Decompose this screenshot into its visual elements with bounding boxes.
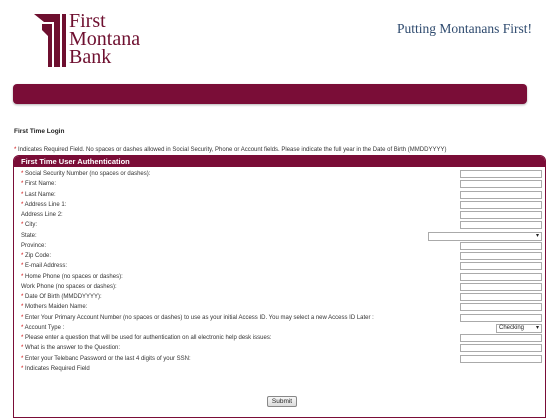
field-label: [21, 272, 123, 282]
form-header: First Time User Authentication: [14, 156, 545, 167]
field-label: [21, 323, 64, 333]
form-row: [14, 231, 545, 241]
logo-line-bank: Bank: [69, 46, 112, 68]
form-row: [14, 210, 545, 220]
required-marker: *: [21, 304, 26, 311]
form-row: [14, 272, 545, 282]
text-input[interactable]: [460, 170, 542, 178]
logo-line-first: First: [69, 10, 106, 32]
field-label-text: State:: [21, 232, 37, 239]
required-marker: *: [21, 253, 26, 259]
form-row: [14, 251, 545, 261]
form-row: [14, 364, 545, 374]
account-type-select[interactable]: [496, 324, 542, 333]
field-label-text: City:: [25, 222, 38, 229]
form-row: [14, 354, 545, 364]
form-row: [14, 179, 545, 189]
text-input[interactable]: [460, 191, 542, 199]
form-row: [14, 313, 545, 323]
required-marker: *: [21, 263, 26, 270]
text-input[interactable]: [460, 293, 542, 301]
form-row: [14, 292, 545, 302]
field-label: [21, 220, 37, 230]
field-label: [21, 179, 56, 189]
field-label: [21, 282, 117, 292]
field-label-text: Indicates Required Field: [25, 365, 90, 372]
required-marker: *: [21, 191, 26, 198]
field-label: [21, 241, 46, 251]
field-label: [21, 354, 191, 364]
chevron-down-icon: ▾: [535, 232, 539, 239]
text-input[interactable]: [460, 314, 542, 322]
form-row: [14, 333, 545, 343]
required-marker: *: [21, 222, 26, 229]
text-input[interactable]: [460, 221, 542, 229]
field-label-text: Enter Your Primary Account Number (no spaces or dashes) to use as your initial Access ID. You may select a new Access ID Later :: [25, 314, 374, 321]
text-input[interactable]: [460, 242, 542, 250]
form-row: [14, 190, 545, 200]
field-label-text: Please enter a question that will be used for authentication on all electronic help desk issues:: [25, 335, 272, 341]
field-label: [21, 231, 37, 241]
field-label-text: Province:: [21, 242, 47, 249]
field-label: [21, 333, 272, 343]
required-marker: *: [21, 294, 26, 300]
field-label-text: Date Of Birth (MMDDYYYY):: [25, 294, 102, 300]
field-label: [21, 313, 374, 323]
text-input[interactable]: [460, 334, 542, 342]
field-label-text: Social Security Number (no spaces or dashes):: [25, 171, 151, 177]
field-label-text: Account Type :: [24, 324, 65, 331]
field-label-text: First Name:: [25, 181, 57, 188]
field-label-text: Address Line 1:: [24, 201, 67, 208]
field-label: [21, 190, 56, 200]
text-input[interactable]: [460, 344, 542, 352]
state-select[interactable]: [428, 232, 542, 241]
required-marker: *: [21, 201, 25, 208]
form-row: [14, 323, 545, 333]
required-marker: *: [21, 171, 26, 177]
field-label: [21, 364, 90, 374]
submit-button[interactable]: Submit: [267, 396, 297, 407]
field-label: [21, 251, 51, 261]
field-label-text: Home Phone (no spaces or dashes):: [25, 273, 123, 280]
form-row: [14, 241, 545, 251]
notice-text: Indicates Required Field. No spaces or dashes allowed in Social Security, Phone or Account fields. Please indicate the full year in the Date of Birth (MMDDYYYY): [16, 147, 447, 153]
field-label: [21, 210, 63, 220]
field-label: [21, 169, 150, 179]
field-label: [21, 302, 87, 312]
text-input[interactable]: [460, 273, 542, 281]
form-row: [14, 169, 545, 179]
chevron-down-icon: ▾: [535, 324, 539, 331]
logo-line-montana: Montana: [69, 28, 141, 50]
required-notice: [14, 147, 446, 153]
required-marker: *: [21, 273, 26, 280]
text-input[interactable]: [460, 355, 542, 363]
tagline: Putting Montanans First!: [396, 21, 532, 36]
form-row: [14, 261, 545, 271]
text-input[interactable]: [460, 252, 542, 260]
field-label-text: Work Phone (no spaces or dashes):: [21, 283, 117, 290]
required-marker: *: [21, 324, 25, 331]
form-row: [14, 302, 545, 312]
field-label-text: Address Line 2:: [21, 212, 63, 218]
form-row: [14, 282, 545, 292]
text-input[interactable]: [460, 201, 542, 209]
text-input[interactable]: [460, 180, 542, 188]
text-input[interactable]: [460, 303, 542, 311]
form-row: [14, 200, 545, 210]
field-label: [21, 292, 102, 302]
field-label-text: Last Name:: [25, 191, 56, 198]
text-input[interactable]: [460, 262, 542, 270]
form-row: [14, 220, 545, 230]
logo-wordmark: [69, 12, 140, 66]
field-label-text: Zip Code:: [25, 253, 52, 259]
required-marker: *: [21, 181, 26, 188]
field-label: [21, 343, 120, 353]
required-star: *: [14, 147, 17, 153]
required-marker: *: [21, 314, 26, 321]
text-input[interactable]: [460, 283, 542, 291]
account-type-value: Checking: [499, 324, 525, 331]
field-label: [21, 200, 66, 210]
field-label-text: Enter your Telebanc Password or the last 4 digits of your SSN:: [25, 355, 191, 362]
required-marker: *: [21, 355, 26, 362]
text-input[interactable]: [460, 211, 542, 219]
field-label-text: What is the answer to the Question:: [25, 345, 121, 352]
header-bar: [13, 84, 527, 104]
form-row: [14, 343, 545, 353]
required-marker: *: [21, 345, 26, 352]
field-label: [21, 261, 67, 271]
authentication-form: [13, 155, 546, 418]
page-title: First Time Login: [14, 128, 65, 135]
required-marker: *: [21, 335, 26, 341]
field-label-text: E-mail Address:: [25, 263, 68, 270]
field-label-text: Mothers Maiden Name:: [25, 304, 88, 311]
required-marker: *: [21, 365, 26, 372]
